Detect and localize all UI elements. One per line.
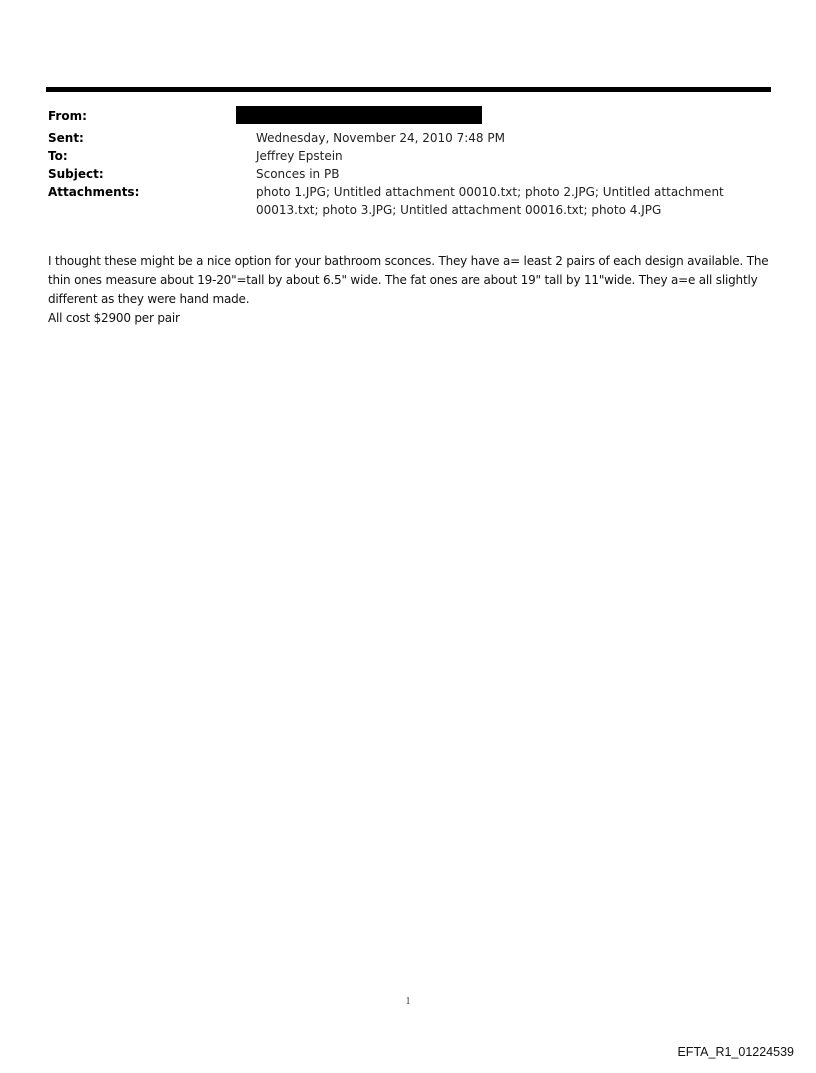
- from-value: [256, 107, 768, 129]
- body-paragraph: I thought these might be a nice option for your bathroom sconces. They have a= least 2 pairs of each design available. The thin ones measure about 19-20"=tall by about 6.5" wide. The fat ones are about 19" tall by 11"wide. They a=e all slightly different as they were hand made.: [48, 254, 769, 306]
- to-row: [48, 147, 768, 165]
- attachments-label: Attachments:: [48, 185, 140, 199]
- subject-value: Sconces in PB: [256, 167, 340, 181]
- page-number: 1: [405, 996, 411, 1007]
- email-header: [48, 107, 768, 219]
- from-label: From:: [48, 109, 87, 123]
- attachments-value: photo 1.JPG; Untitled attachment 00010.txt; photo 2.JPG; Untitled attachment 00013.txt; photo 3.JPG; Untitled attachment 00016.txt; photo 4.JPG: [256, 185, 724, 217]
- body-paragraph: All cost $2900 per pair: [48, 311, 180, 325]
- header-rule: [46, 87, 771, 92]
- sent-row: [48, 129, 768, 147]
- from-row: [48, 107, 768, 129]
- attachments-row: [48, 183, 768, 219]
- to-value: Jeffrey Epstein: [256, 149, 343, 163]
- redaction-block: [236, 106, 482, 124]
- subject-row: [48, 165, 768, 183]
- document-id: EFTA_R1_01224539: [677, 1045, 794, 1059]
- email-body: [48, 252, 770, 328]
- sent-label: Sent:: [48, 131, 84, 145]
- subject-label: Subject:: [48, 167, 104, 181]
- to-label: To:: [48, 149, 68, 163]
- sent-value: Wednesday, November 24, 2010 7:48 PM: [256, 131, 505, 145]
